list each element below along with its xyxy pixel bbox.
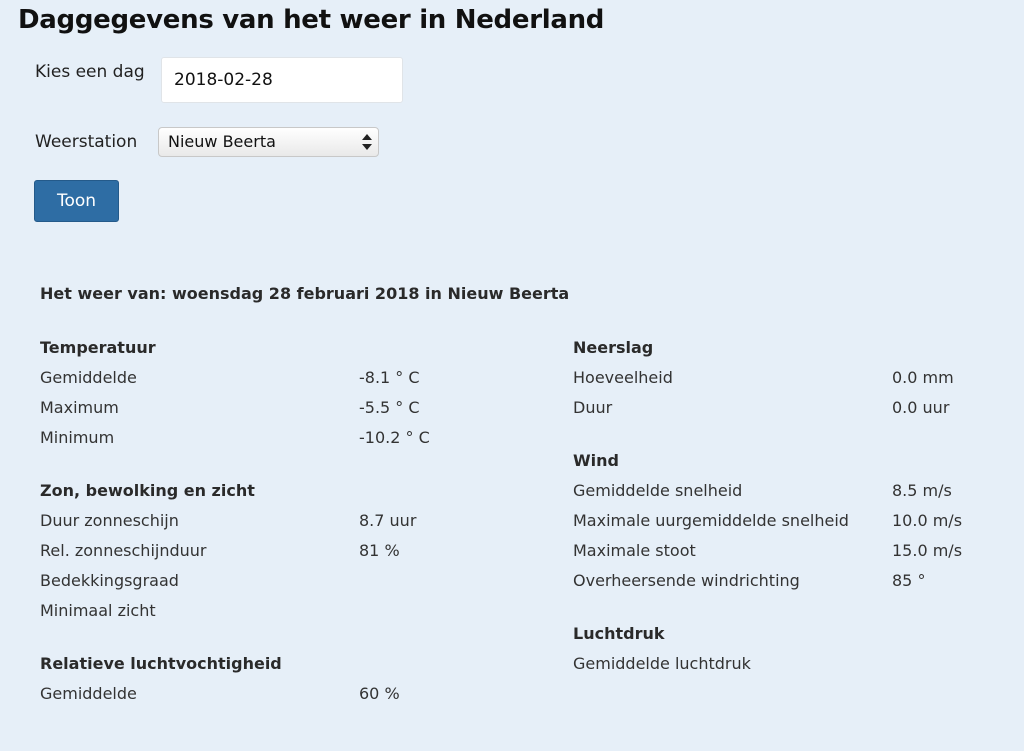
data-row xyxy=(40,600,520,630)
data-row xyxy=(573,540,1013,570)
data-row xyxy=(573,653,1013,683)
section-title: Wind xyxy=(573,451,619,470)
row-value: 8.5 m/s xyxy=(892,481,952,500)
row-value xyxy=(359,600,520,630)
row-value: 10.0 m/s xyxy=(892,511,963,530)
row-label: Duur xyxy=(573,398,613,417)
row-label: Rel. zonneschijnduur xyxy=(40,541,207,560)
row-value: 15.0 m/s xyxy=(892,541,963,560)
toon-button[interactable]: Toon xyxy=(34,180,119,222)
row-label: Maximale stoot xyxy=(573,541,696,560)
row-value: -10.2 ° C xyxy=(359,428,430,447)
section-title: Relatieve luchtvochtigheid xyxy=(40,654,282,673)
data-row xyxy=(40,510,520,540)
data-row xyxy=(573,570,1013,600)
page-title: Daggegevens van het weer in Nederland xyxy=(18,5,605,35)
row-value: 81 % xyxy=(359,541,400,560)
data-row xyxy=(573,510,1013,540)
section-title: Zon, bewolking en zicht xyxy=(40,481,255,500)
data-row xyxy=(40,570,520,600)
section-zon-bewolking-zicht xyxy=(40,480,520,630)
row-value: 85 ° xyxy=(892,571,926,590)
right-column xyxy=(573,337,1013,706)
data-row xyxy=(573,480,1013,510)
result-header: Het weer van: woensdag 28 februari 2018 in Nieuw Beerta xyxy=(40,284,570,303)
row-label: Minimaal zicht xyxy=(40,601,156,620)
section-luchtvochtigheid xyxy=(40,653,520,713)
row-value: 8.7 uur xyxy=(359,511,417,530)
row-value: -8.1 ° C xyxy=(359,368,420,387)
row-label: Gemiddelde snelheid xyxy=(573,481,743,500)
data-row xyxy=(40,540,520,570)
row-value: 60 % xyxy=(359,684,400,703)
select-arrows-icon xyxy=(362,134,372,150)
station-select[interactable] xyxy=(158,127,379,157)
row-label: Gemiddelde xyxy=(40,368,137,387)
row-value xyxy=(892,653,1013,683)
section-wind xyxy=(573,450,1013,600)
row-label: Duur zonneschijn xyxy=(40,511,179,530)
row-label: Bedekkingsgraad xyxy=(40,571,179,590)
left-column xyxy=(40,337,520,736)
row-value: -5.5 ° C xyxy=(359,398,420,417)
row-label: Maximum xyxy=(40,398,119,417)
section-temperatuur xyxy=(40,337,520,457)
section-luchtdruk xyxy=(573,623,1013,683)
section-title: Luchtdruk xyxy=(573,624,665,643)
row-label: Overheersende windrichting xyxy=(573,571,800,590)
row-value xyxy=(359,570,520,600)
data-row xyxy=(40,367,520,397)
row-label: Maximale uurgemiddelde snelheid xyxy=(573,511,849,530)
row-value: 0.0 mm xyxy=(892,368,954,387)
station-label: Weerstation xyxy=(35,132,138,152)
row-label: Gemiddelde xyxy=(40,684,137,703)
data-row xyxy=(573,367,1013,397)
section-title: Temperatuur xyxy=(40,338,156,357)
data-row xyxy=(573,397,1013,427)
date-label: Kies een dag xyxy=(35,62,145,82)
data-row xyxy=(40,397,520,427)
row-value: 0.0 uur xyxy=(892,398,950,417)
section-title: Neerslag xyxy=(573,338,654,357)
date-input[interactable] xyxy=(161,57,403,103)
row-label: Hoeveelheid xyxy=(573,368,673,387)
data-row xyxy=(40,427,520,457)
row-label: Minimum xyxy=(40,428,115,447)
row-label: Gemiddelde luchtdruk xyxy=(573,654,751,673)
station-selected-value: Nieuw Beerta xyxy=(168,132,276,151)
data-row xyxy=(40,683,520,713)
section-neerslag xyxy=(573,337,1013,427)
